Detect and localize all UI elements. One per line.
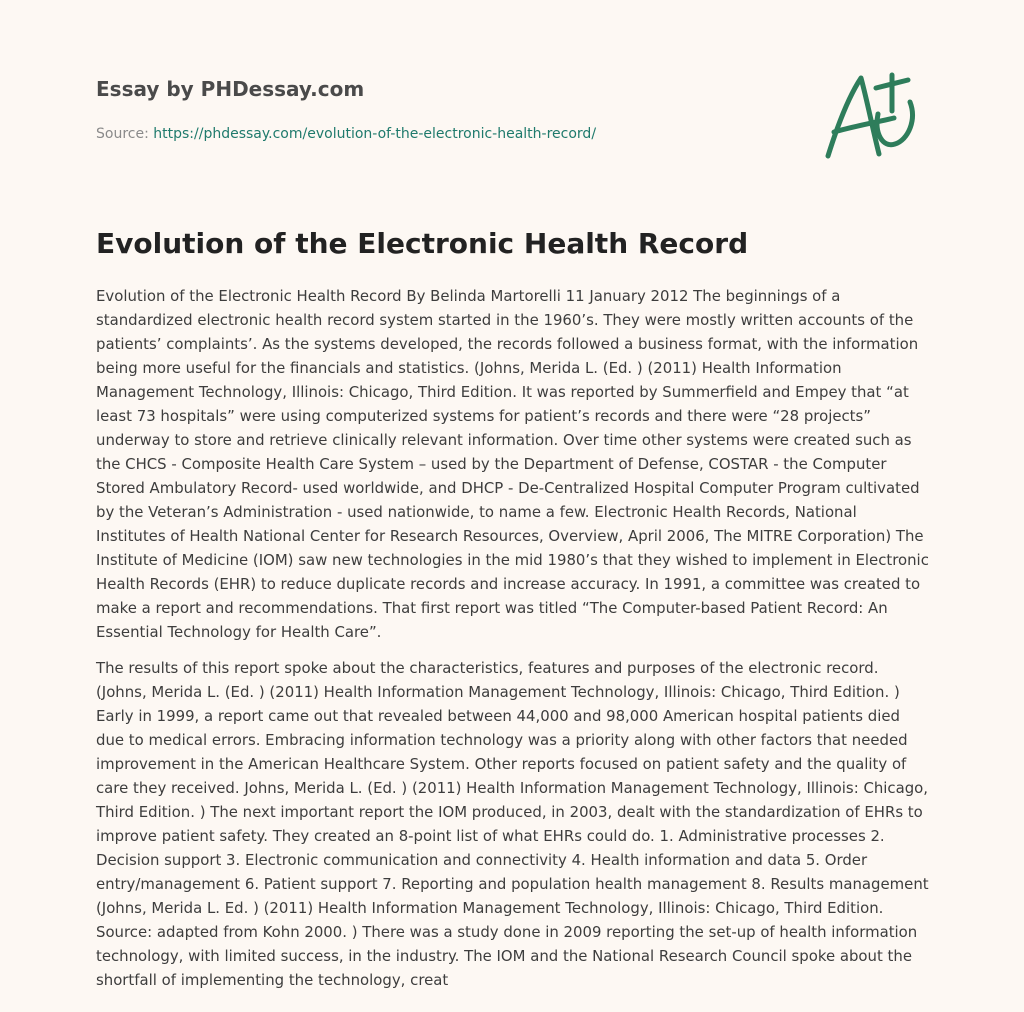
essay-body <box>96 284 930 1004</box>
site-header <box>96 70 796 144</box>
source-line <box>96 124 796 144</box>
source-link[interactable]: https://phdessay.com/evolution-of-the-electronic-health-record/ <box>153 126 597 142</box>
site-brand: Essay by PHDessay.com <box>96 77 365 101</box>
essay-paragraph: The results of this report spoke about the characteristics, features and purposes of the electronic record. (Johns, Merida L. (Ed. ) (2011) Health Information Management Technology, Illinois: Chicago, Third Edition. ) Early in 1999, a report came out that revealed between 44,000 and 98,000 American hospital patients died due to medical errors. Embracing information technology was a priority along with other factors that needed improvement in the American Healthcare System. Other reports focused on patient safety and the quality of care they received. Johns, Merida L. (Ed. ) (2011) Health Information Management Technology, Illinois: Chicago, Third Edition. ) The next important report the IOM produced, in 2003, dealt with the standardization of EHRs to improve patient safety. They created an 8-point list of what EHRs could do. 1. Administrative processes 2. Decision support 3. Electronic communication and connectivity 4. Health information and data 5. Order entry/management 6. Patient support 7. Reporting and population health management 8. Results management (Johns, Merida L. Ed. ) (2011) Health Information Management Technology, Illinois: Chicago, Third Edition. Source: adapted from Kohn 2000. ) There was a study done in 2009 reporting the set-up of health information technology, with limited success, in the industry. The IOM and the National Research Council spoke about the shortfall of implementing the technology, creat <box>96 659 929 989</box>
essay-title: Evolution of the Electronic Health Record <box>96 227 749 260</box>
essay-paragraph: Evolution of the Electronic Health Record By Belinda Martorelli 11 January 2012 The beginnings of a standardized electronic health record system started in the 1960’s. They were mostly written accounts of the patients’ complaints’. As the systems developed, the records followed a business format, with the information being more useful for the financials and statistics. (Johns, Merida L. (Ed. ) (2011) Health Information Management Technology, Illinois: Chicago, Third Edition. It was reported by Summerfield and Empey that “at least 73 hospitals” were using computerized systems for patient’s records and there were “28 projects” underway to store and retrieve clinically relevant information. Over time other systems were created such as the CHCS - Composite Health Care System – used by the Department of Defense, COSTAR - the Computer Stored Ambulatory Record- used worldwide, and DHCP - De-Centralized Hospital Computer Program cultivated by the Veteran’s Administration - used nationwide, to name a few. Electronic Health Records, National Institutes of Health National Center for Research Resources, Overview, April 2006, The MITRE Corporation) The Institute of Medicine (IOM) saw new technologies in the mid 1980’s that they wished to implement in Electronic Health Records (EHR) to reduce duplicate records and increase accuracy. In 1991, a committee was created to make a report and recommendations. That first report was titled “The Computer-based Patient Record: An Essential Technology for Health Care”. <box>96 287 929 641</box>
a-plus-grade-icon <box>816 64 936 168</box>
source-label: Source: <box>96 126 149 142</box>
